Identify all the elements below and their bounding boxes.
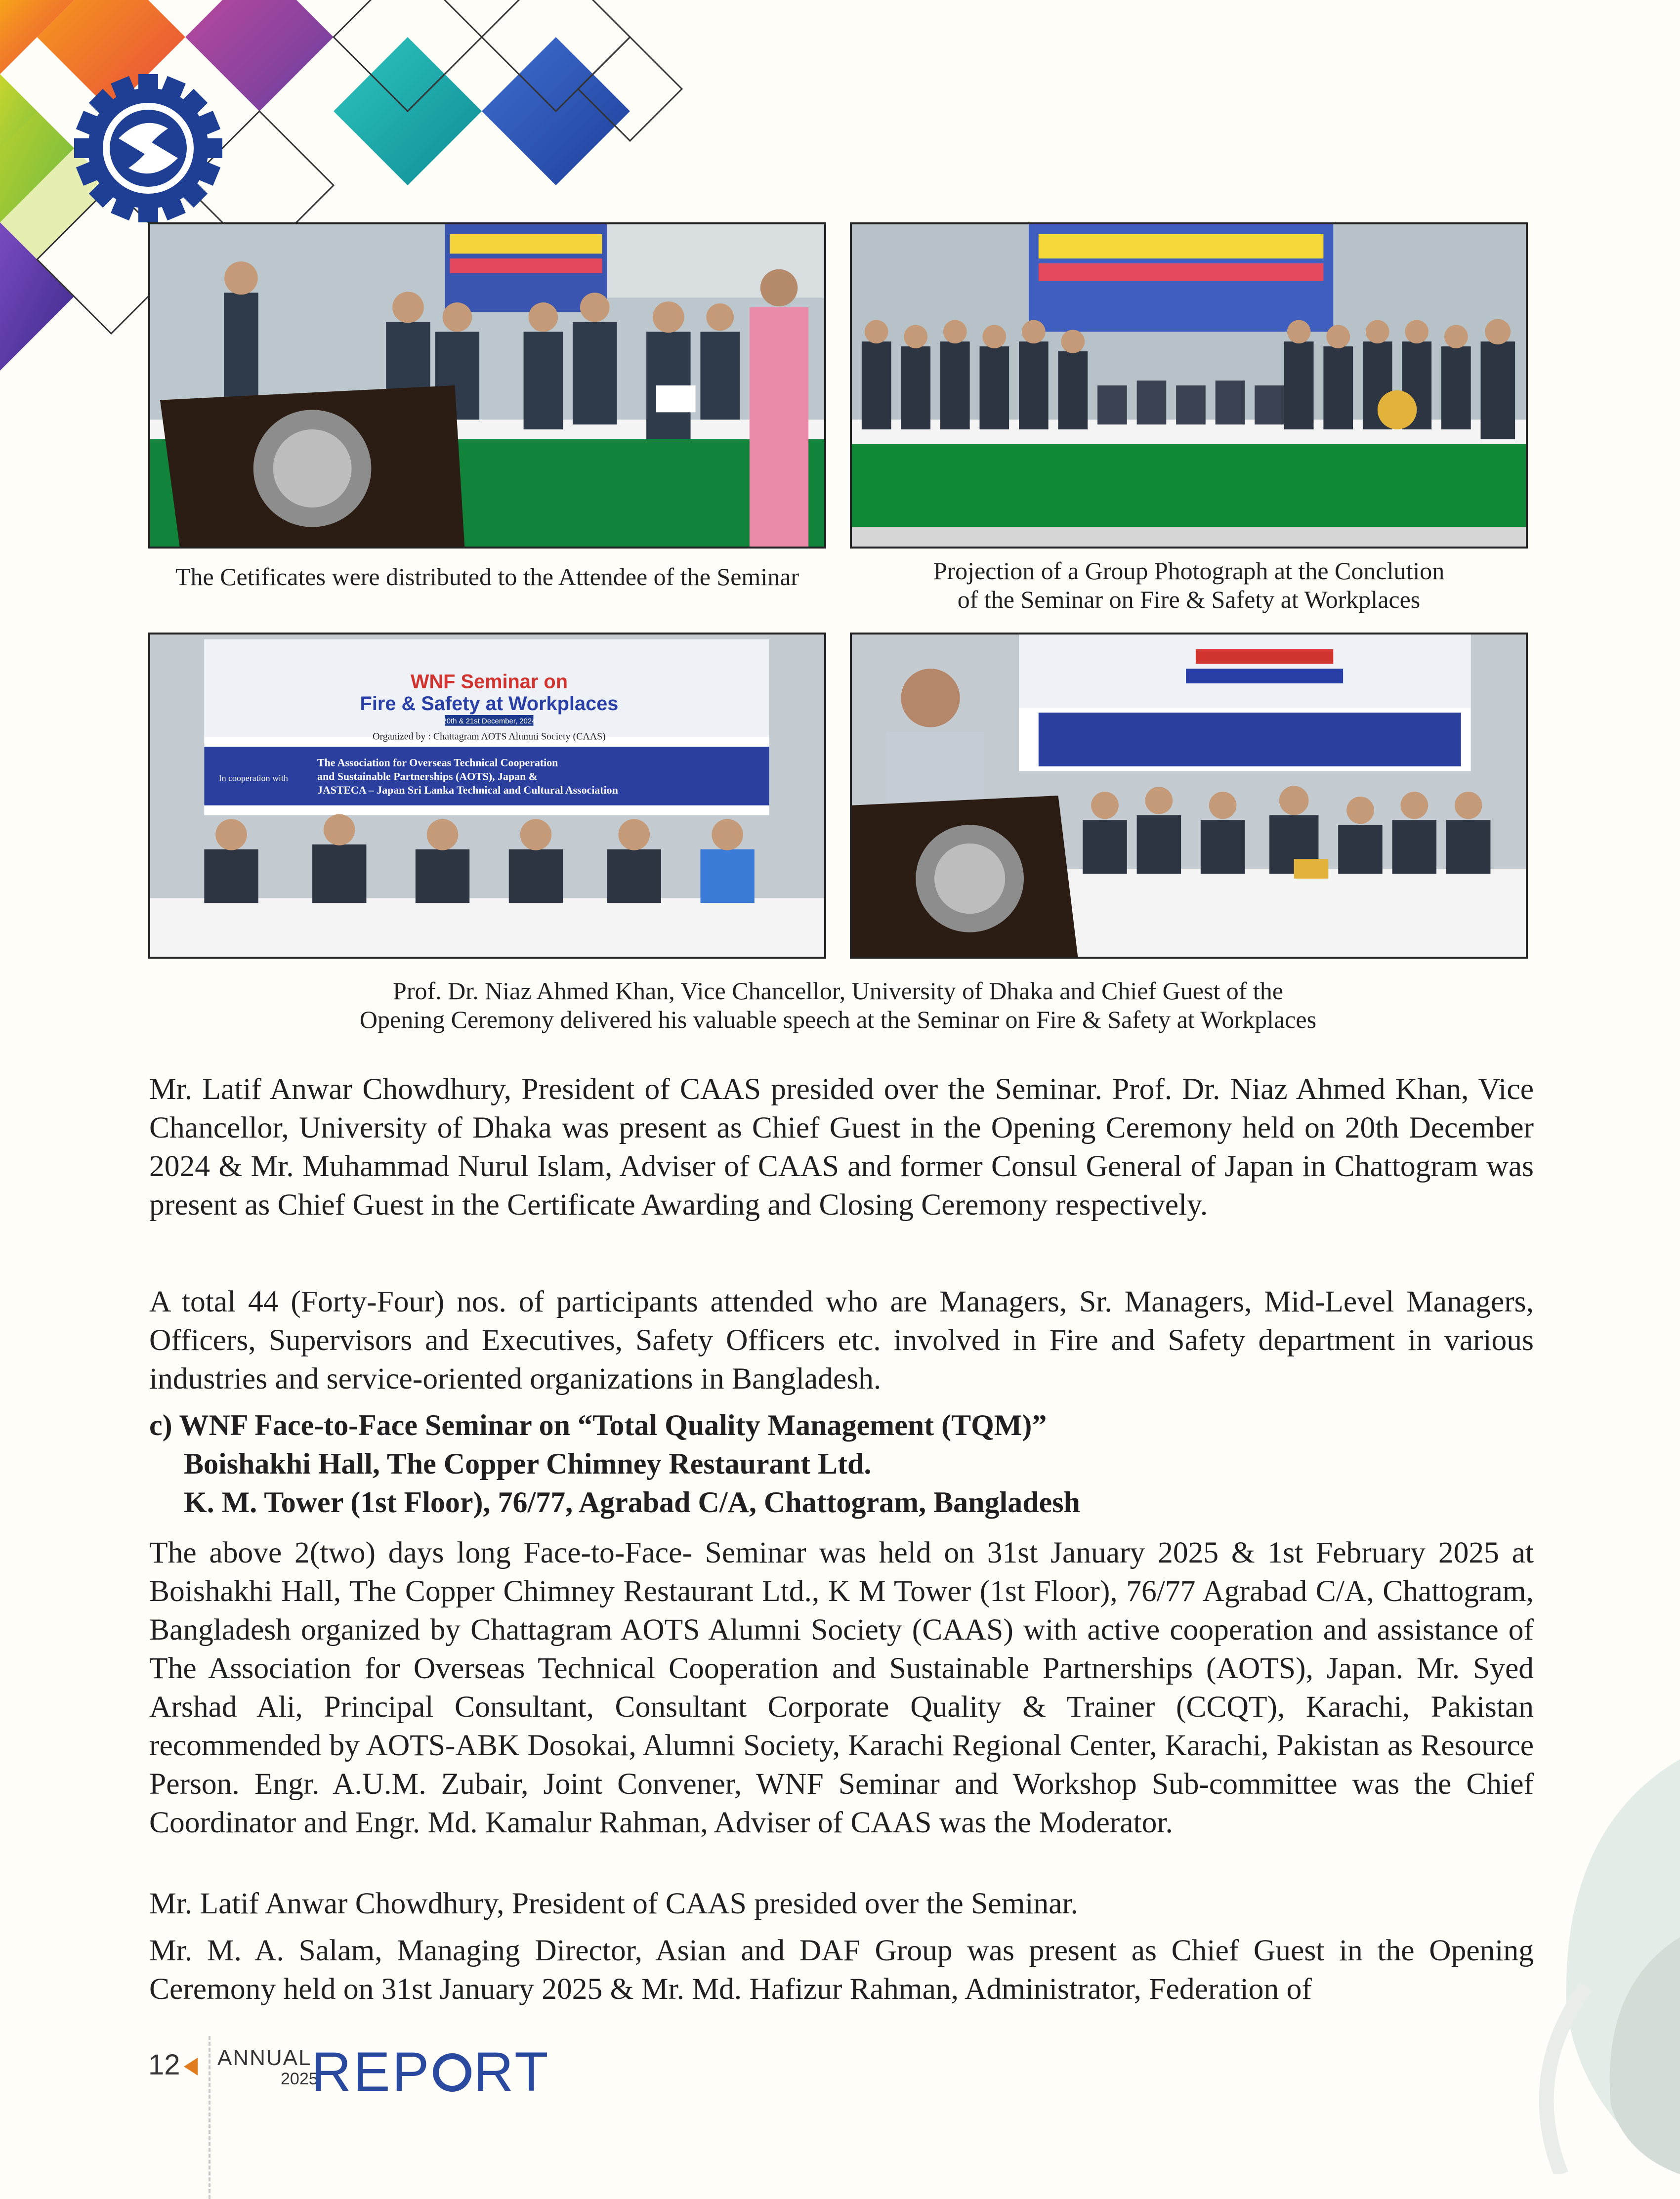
caption-group-line-2: of the Seminar on Fire & Safety at Workplaces xyxy=(957,586,1421,613)
triangle-marker-icon xyxy=(184,2058,198,2075)
annual-label: ANNUAL xyxy=(217,2046,312,2070)
paragraph-chief-guest: Mr. M. A. Salam, Managing Director, Asian and DAF Group was present as Chief Guest in the Opening Ceremony held on 31st January 2025 & Mr. Md. Hafizur Rahman, Administrator, Federation of xyxy=(149,1934,1534,2006)
caption-certificates-text: The Cetificates were distributed to the Attendee of the Seminar xyxy=(175,563,799,591)
section-heading-tqm xyxy=(149,1406,1080,1522)
banner-coop-line-2: and Sustainable Partnerships (AOTS), Japan & xyxy=(317,770,538,783)
caption-chief-guest-speech xyxy=(148,976,1528,1034)
banner-organized-by: Organized by : Chattagram AOTS Alumni Society (CAAS) xyxy=(373,731,606,742)
footer-divider xyxy=(209,2036,210,2199)
banner-title-line-2: Fire & Safety at Workplaces xyxy=(360,693,619,715)
section-heading-line-2: Boishakhi Hall, The Copper Chimney Restaurant Ltd. xyxy=(184,1447,872,1480)
photo-seminar-banner-guests xyxy=(148,633,826,959)
caption-group-line-1: Projection of a Group Photograph at the Conclution xyxy=(933,557,1445,585)
paragraph-presided-over: Mr. Latif Anwar Chowdhury, President of CAAS presided over the Seminar. Prof. Dr. Niaz Ahmed Khan, Vice Chancellor, University of Dhaka was present as Chief Guest in the Opening Ceremony held on 20th December 2024 & Mr. Muhammad Nurul Islam, Adviser of CAAS and former Consul General of Japan in Chattogram was present as Chief Guest in the Certificate Awarding and Closing Ceremony respectively. xyxy=(149,1072,1534,1222)
report-year: 2025 xyxy=(281,2070,318,2088)
caption-certificates xyxy=(148,562,826,591)
page-number: 12 xyxy=(148,2049,180,2081)
caption-speech-line-1: Prof. Dr. Niaz Ahmed Khan, Vice Chancellor, University of Dhaka and Chief Guest of the xyxy=(393,977,1283,1005)
photo-group-photograph xyxy=(850,222,1528,549)
section-heading-line-1: c) WNF Face-to-Face Seminar on “Total Quality Management (TQM)” xyxy=(149,1409,1047,1441)
photo-chief-guest-speech xyxy=(850,633,1528,959)
photo-certificate-distribution xyxy=(148,222,826,549)
banner-coop-line-1: The Association for Overseas Technical Cooperation xyxy=(317,757,558,769)
caption-speech-line-2: Opening Ceremony delivered his valuable speech at the Seminar on Fire & Safety at Workplaces xyxy=(359,1006,1317,1033)
banner-coop-line-3: JASTECA – Japan Sri Lanka Technical and Cultural Association xyxy=(317,784,618,797)
banner-title-line-1: WNF Seminar on xyxy=(410,671,568,693)
paragraph-participants: A total 44 (Forty-Four) nos. of participants attended who are Managers, Sr. Managers, Mid-Level Managers, Officers, Supervisors and Executives, Safety Officers etc. involved in Fire and Safety department in various industries and service-oriented organizations in Bangladesh. xyxy=(149,1285,1534,1396)
report-suffix: RT xyxy=(473,2041,550,2103)
section-heading-line-3: K. M. Tower (1st Floor), 76/77, Agrabad C/A, Chattogram, Bangladesh xyxy=(184,1486,1080,1519)
gear-logo-icon xyxy=(433,2053,471,2092)
report-wordmark xyxy=(311,2040,550,2104)
caas-logo xyxy=(74,74,222,222)
caption-group-photograph xyxy=(850,556,1528,614)
paragraph-tqm-seminar: The above 2(two) days long Face-to-Face- Seminar was held on 31st January 2025 & 1st February 2025 at Boishakhi Hall, The Copper Chimney Restaurant Ltd., K M Tower (1st Floor), 76/77 Agrabad C/A, Chattogram, Bangladesh organized by Chattagram AOTS Alumni Society (CAAS) with active cooperation and assistance of The Association for Overseas Technical Cooperation and Sustainable Partnerships (AOTS), Japan. Mr. Syed Arshad Ali, Principal Consultant, Consultant Corporate Quality & Trainer (CCQT), Karachi, Pakistan recommended by AOTS-ABK Dosokai, Alumni Society, Karachi Regional Center, Karachi, Pakistan as Resource Person. Engr. A.U.M. Zubair, Joint Convener, WNF Seminar and Workshop Sub-committee was the Chief Coordinator and Engr. Md. Kamalur Rahman, Adviser of CAAS was the Moderator. xyxy=(149,1536,1534,1839)
banner-cooperation-label: In cooperation with xyxy=(218,773,288,783)
paragraph-president: Mr. Latif Anwar Chowdhury, President of CAAS presided over the Seminar. xyxy=(149,1887,1079,1920)
banner-dates: 20th & 21st December, 2024 xyxy=(442,717,536,725)
report-prefix: REP xyxy=(311,2041,431,2103)
